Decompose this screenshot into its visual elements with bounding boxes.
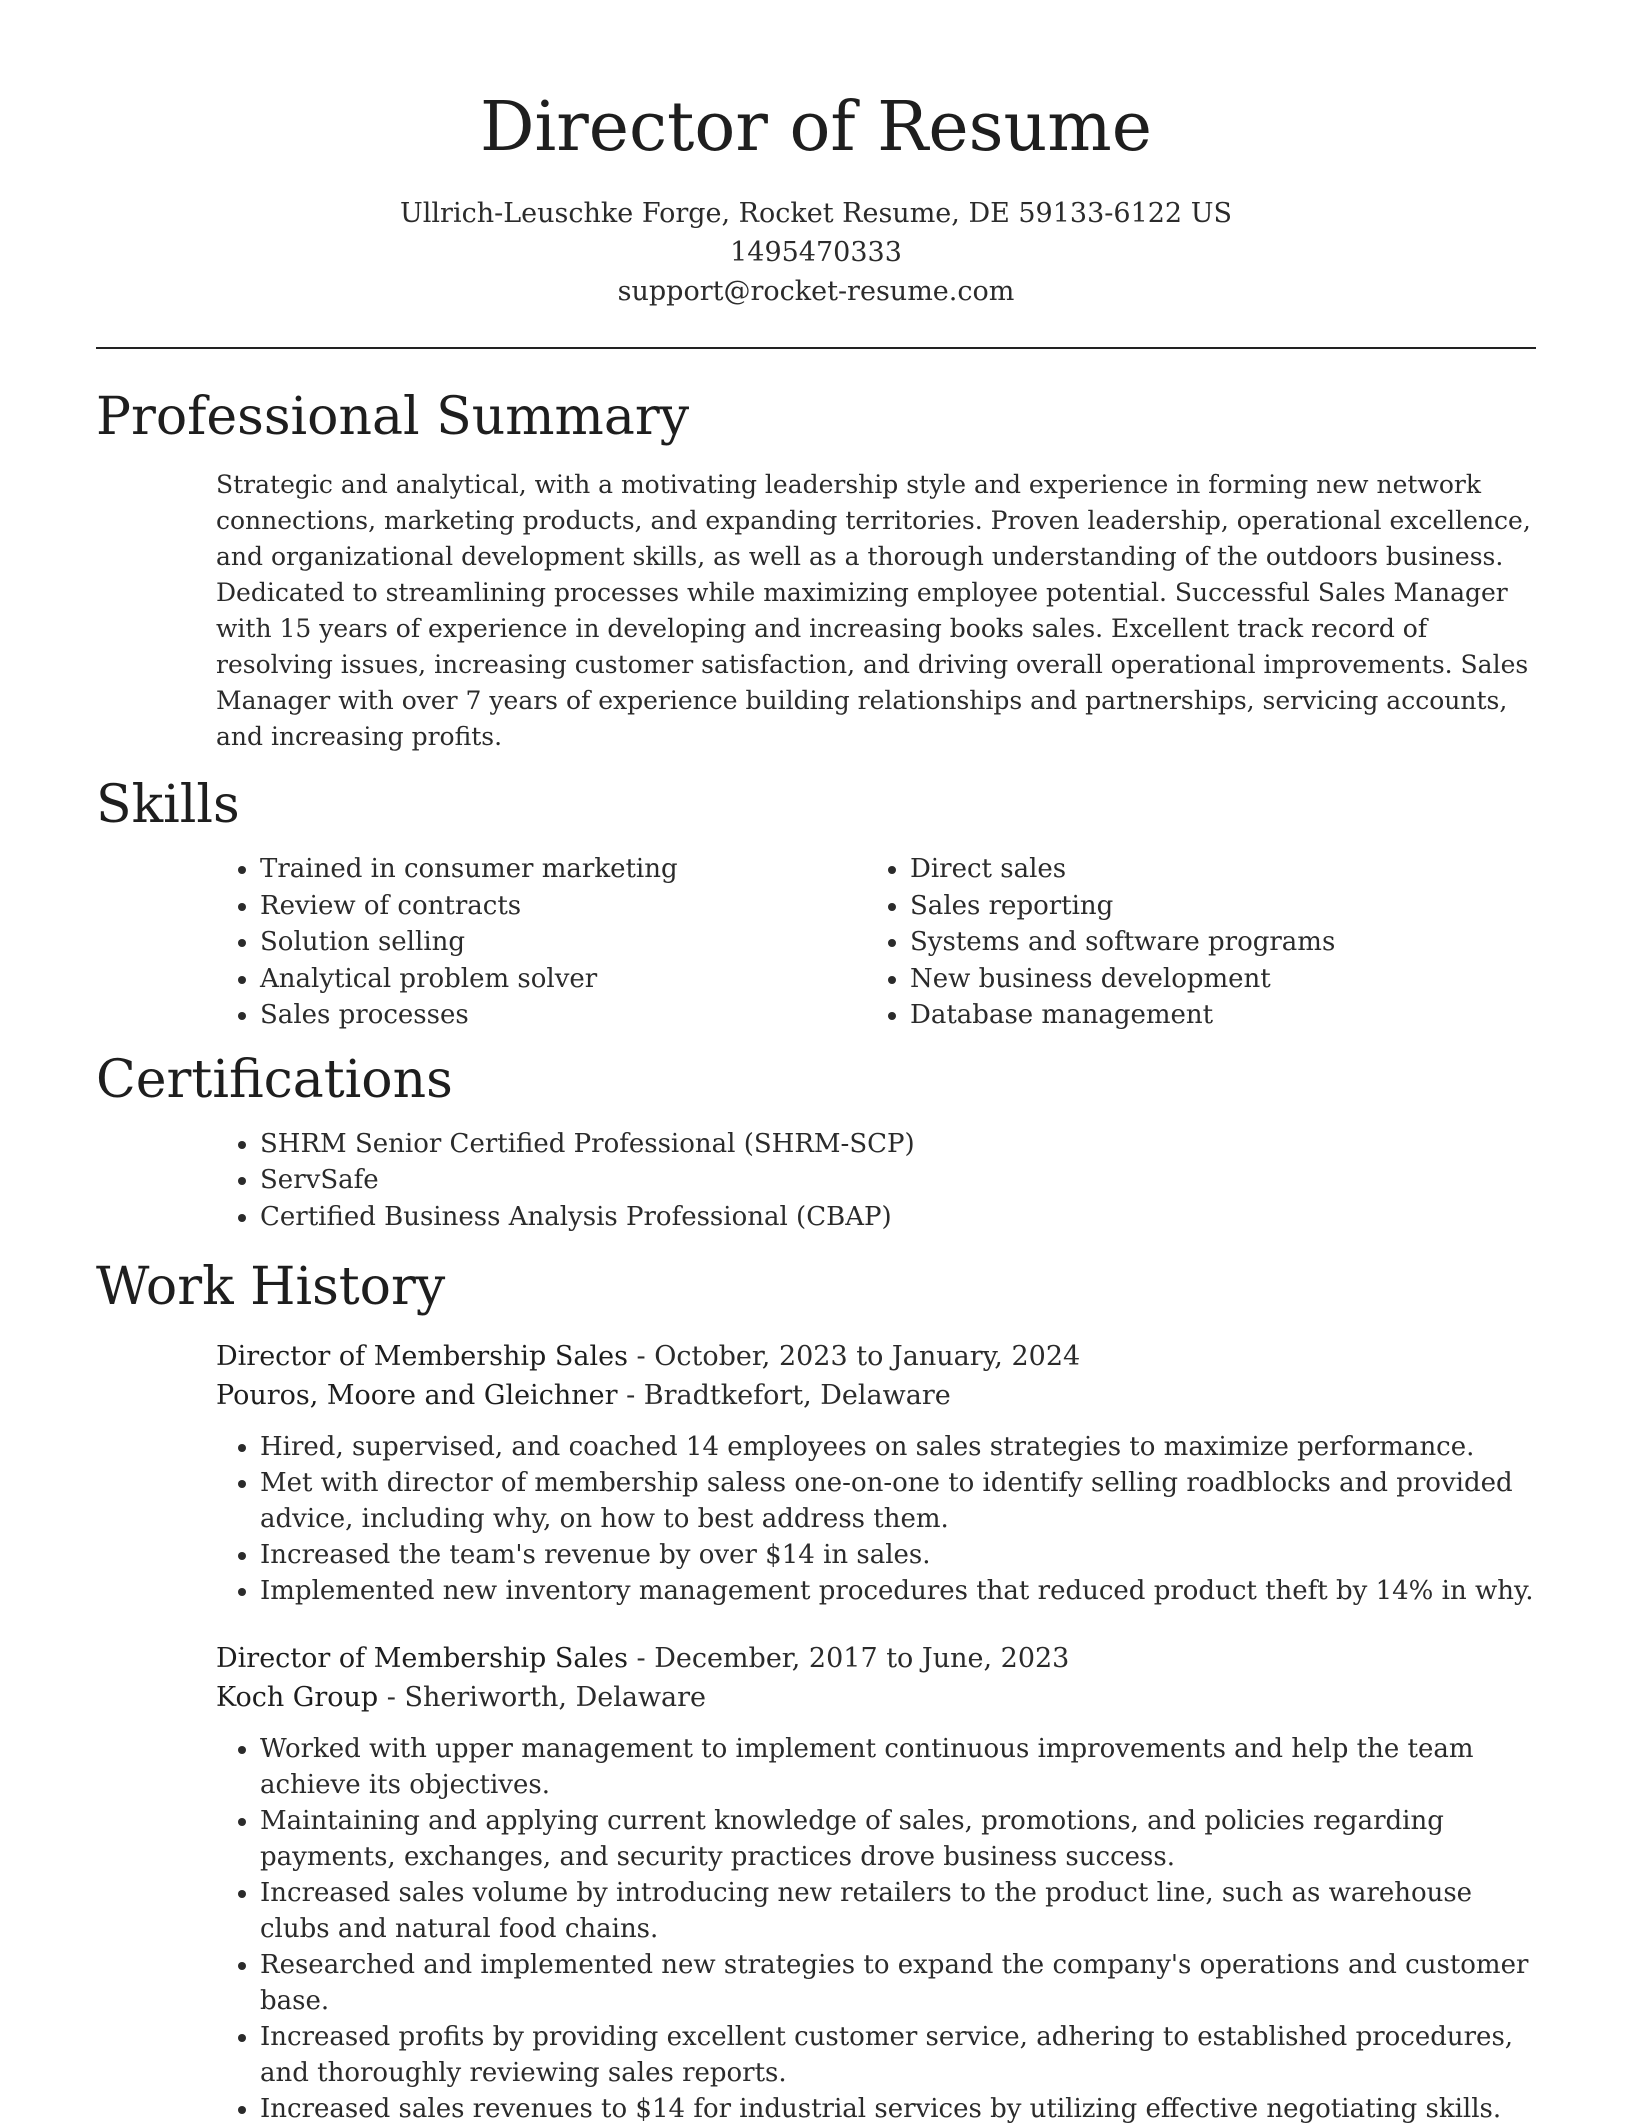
certification-item: • SHRM Senior Certified Professional (SHRM-SCP): [260, 1126, 1536, 1163]
contact-phone: 1495470333: [730, 237, 902, 268]
header-divider: [96, 347, 1536, 349]
job-bullet-list: [216, 1429, 1536, 1609]
certification-item: • Certified Business Analysis Professional (CBAP): [260, 1199, 1536, 1236]
job-bullet: • Worked with upper management to implement continuous improvements and help the team achieve its objectives.: [260, 1731, 1536, 1803]
job-bullet: • Implemented new inventory management procedures that reduced product theft by 14% in why.: [260, 1573, 1536, 1609]
job-entry: [216, 1337, 1536, 1609]
summary-text: Strategic and analytical, with a motivating leadership style and experience in forming new network connections, marketing products, and expanding territories. Proven leadership, operational excellence, and organizational development skills, as well as a thorough understanding of the outdoors business. Dedicated to streamlining processes while maximizing employee potential. Successful Sales Manager with 15 years of experience in developing and increasing books sales. Excellent track record of resolving issues, increasing customer satisfaction, and driving overall operational improvements. Sales Manager with over 7 years of experience building relationships and partnerships, servicing accounts, and increasing profits.: [216, 470, 1531, 751]
job-bullet-list: [216, 1731, 1536, 2127]
job-entry: [216, 1639, 1536, 2127]
job-location: - Bradtkefort, Delaware: [617, 1380, 951, 1411]
job-bullet: • Increased sales volume by introducing new retailers to the product line, such as warehouse clubs and natural food chains.: [260, 1875, 1536, 1947]
skills-column-left: [216, 851, 866, 1034]
summary-heading: Professional Summary: [96, 387, 690, 447]
skill-item: • Systems and software programs: [910, 924, 1516, 961]
job-title-line: [216, 1337, 1536, 1376]
job-bullet: • Increased the team's revenue by over $14 in sales.: [260, 1537, 1536, 1573]
skill-item: • Analytical problem solver: [260, 961, 866, 998]
job-bullet: • Hired, supervised, and coached 14 employees on sales strategies to maximize performance.: [260, 1429, 1536, 1465]
job-bullet: • Increased profits by providing excellent customer service, adhering to established procedures, and thoroughly reviewing sales reports.: [260, 2019, 1536, 2091]
skill-item: • Sales processes: [260, 997, 866, 1034]
job-title-line: [216, 1639, 1536, 1678]
job-bullet: • Researched and implemented new strategies to expand the company's operations and customer base.: [260, 1947, 1536, 2019]
certifications-heading: Certifications: [96, 1049, 453, 1110]
contact-info: [96, 194, 1536, 311]
job-dates: - October, 2023 to January, 2024: [627, 1341, 1081, 1372]
job-bullet: • Maintaining and applying current knowledge of sales, promotions, and policies regarding payments, exchanges, and security practices drove business success.: [260, 1803, 1536, 1875]
skills-heading: Skills: [96, 775, 240, 835]
job-role: Director of Membership Sales: [216, 1643, 628, 1674]
work-history-heading: Work History: [96, 1257, 446, 1317]
contact-address: Ullrich-Leuschke Forge, Rocket Resume, DE 59133-6122 US: [400, 198, 1232, 229]
certification-item: • ServSafe: [260, 1162, 1536, 1199]
skill-item: • Sales reporting: [910, 888, 1516, 925]
skills-grid: [216, 851, 1536, 1034]
job-company-line: [216, 1678, 1536, 1717]
resume-header: [96, 0, 1536, 311]
skill-item: • New business development: [910, 961, 1516, 998]
job-location: - Sheriworth, Delaware: [378, 1682, 707, 1713]
skills-column-right: [866, 851, 1516, 1034]
contact-email: support@rocket-resume.com: [617, 276, 1015, 307]
skill-item: • Database management: [910, 997, 1516, 1034]
job-bullet: • Met with director of membership saless one-on-one to identify selling roadblocks and provided advice, including why, on how to best address them.: [260, 1465, 1536, 1537]
skill-item: • Review of contracts: [260, 888, 866, 925]
job-role: Director of Membership Sales: [216, 1341, 628, 1372]
job-company-line: [216, 1376, 1536, 1415]
skill-item: • Trained in consumer marketing: [260, 851, 866, 888]
resume-name: Director of Resume: [479, 88, 1153, 167]
certifications-list: [216, 1126, 1536, 1236]
skill-item: • Direct sales: [910, 851, 1516, 888]
job-company: Koch Group: [216, 1682, 379, 1713]
job-company: Pouros, Moore and Gleichner: [216, 1380, 618, 1411]
skill-item: • Solution selling: [260, 924, 866, 961]
job-bullet: • Increased sales revenues to $14 for industrial services by utilizing effective negotiating skills.: [260, 2091, 1536, 2127]
job-dates: - December, 2017 to June, 2023: [627, 1643, 1070, 1674]
